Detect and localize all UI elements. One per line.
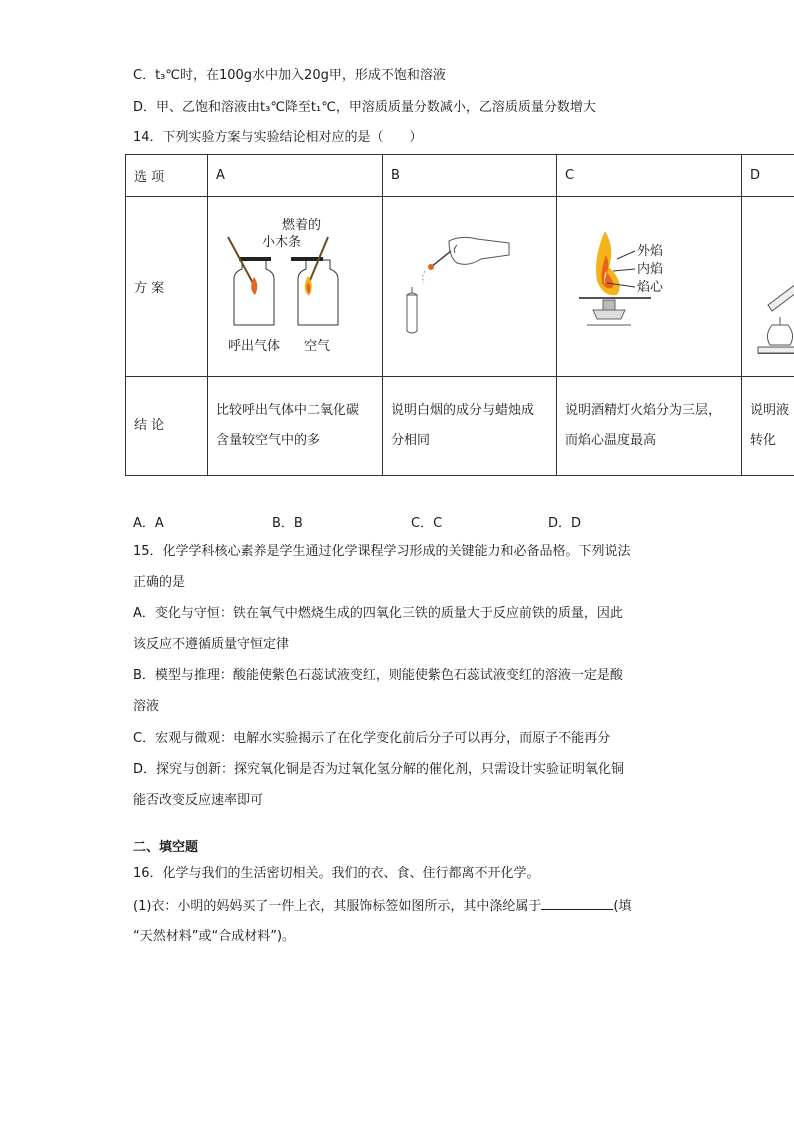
conclusion-a: 比较呼出气体中二氧化碳 含量较空气中的多 — [208, 377, 383, 476]
left-bottle-lid — [239, 257, 271, 261]
q15-option-a-line2: 该反应不遵循质量守恒定律 — [133, 637, 290, 652]
label-flame-core: 焰心 — [637, 280, 664, 295]
figure-c-lamp — [565, 197, 750, 372]
header-cell-b: B — [383, 155, 557, 197]
q16-stem: 16．化学与我们的生活密切相关。我们的衣、食、住行都离不开化学。 — [133, 866, 540, 881]
q15-option-d-line1: D．探究与创新：探究氧化铜是否为过氧化氢分解的催化剂，只需设计实验证明氧化铜 — [133, 762, 625, 777]
figure-a-right-label: 空气 — [304, 339, 331, 354]
figure-b-cell — [383, 197, 557, 377]
q15-stem-line2: 正确的是 — [133, 575, 186, 590]
header-cell-option: 选 项 — [126, 155, 208, 197]
q15-option-b-line2: 溶液 — [133, 699, 160, 714]
conclusion-b: 说明白烟的成分与蜡烛成 分相同 — [383, 377, 557, 476]
q14-table — [125, 154, 794, 476]
q14-option-a: A．A — [133, 516, 164, 531]
section-title-fill-in: 二、填空题 — [133, 840, 199, 855]
q13-option-d: D．甲、乙饱和溶液由t₃℃降至t₁℃，甲溶质质量分数减小，乙溶质质量分数增大 — [133, 100, 596, 115]
figure-c-cell — [557, 197, 742, 377]
candle — [407, 295, 417, 333]
hand — [449, 237, 509, 264]
table-row-conclusion — [126, 377, 794, 476]
figure-a-cell — [208, 197, 383, 377]
answer-blank[interactable] — [541, 897, 613, 910]
row-label-scheme: 方 案 — [126, 197, 208, 377]
label-inner-flame: 内焰 — [637, 262, 664, 277]
figure-a-left-label: 呼出气体 — [228, 339, 281, 354]
figure-b-candle — [391, 197, 565, 372]
header-cell-a: A — [208, 155, 383, 197]
q14-option-b: B．B — [272, 516, 303, 531]
figure-a-caption2: 小木条 — [262, 235, 302, 250]
q14-option-c: C．C — [411, 516, 443, 531]
q13-option-c: C．t₃℃时，在100g水中加入20g甲，形成不饱和溶液 — [133, 68, 446, 83]
q16-part1-line2: “天然材料”或“合成材料”)。 — [133, 929, 296, 944]
q15-option-b-line1: B．模型与推理：酸能使紫色石蕊试液变红，则能使紫色石蕊试液变红的溶液一定是酸 — [133, 668, 623, 683]
q16-part1-line1: (1)衣：小明的妈妈买了一件上衣，其服饰标签如图所示，其中涤纶属于 (填 — [133, 899, 632, 914]
figure-d-cell — [742, 197, 794, 377]
q14-option-d: D．D — [548, 516, 582, 531]
row-label-conclusion: 结 论 — [126, 377, 208, 476]
table-row-scheme — [126, 197, 794, 377]
right-bottle — [298, 260, 338, 325]
conclusion-c: 说明酒精灯火焰分为三层， 而焰心温度最高 — [557, 377, 742, 476]
q15-option-a-line1: A．变化与守恒：铁在氧气中燃烧生成的四氧化三铁的质量大于反应前铁的质量，因此 — [133, 606, 623, 621]
header-cell-d: D — [742, 155, 794, 197]
conclusion-d: 说明液 转化 — [742, 377, 794, 476]
q15-stem-line1: 15．化学学科核心素养是学生通过化学课程学习形成的关键能力和必备品格。下列说法 — [133, 544, 631, 559]
header-cell-c: C — [557, 155, 742, 197]
figure-a-caption1: 燃着的 — [282, 218, 322, 233]
q14-stem: 14．下列实验方案与实验结论相对应的是（ ） — [133, 130, 423, 145]
q15-option-c: C．宏观与微观：电解水实验揭示了在化学变化前后分子可以再分，而原子不能再分 — [133, 731, 611, 746]
figure-a-bottles — [216, 197, 391, 372]
q15-option-d-line2: 能否改变反应速率即可 — [133, 793, 264, 808]
figure-d-apparatus — [750, 197, 794, 372]
match-flame — [428, 264, 434, 270]
label-outer-flame: 外焰 — [637, 244, 664, 259]
match-stick — [431, 251, 451, 267]
table-header-row — [126, 155, 794, 197]
